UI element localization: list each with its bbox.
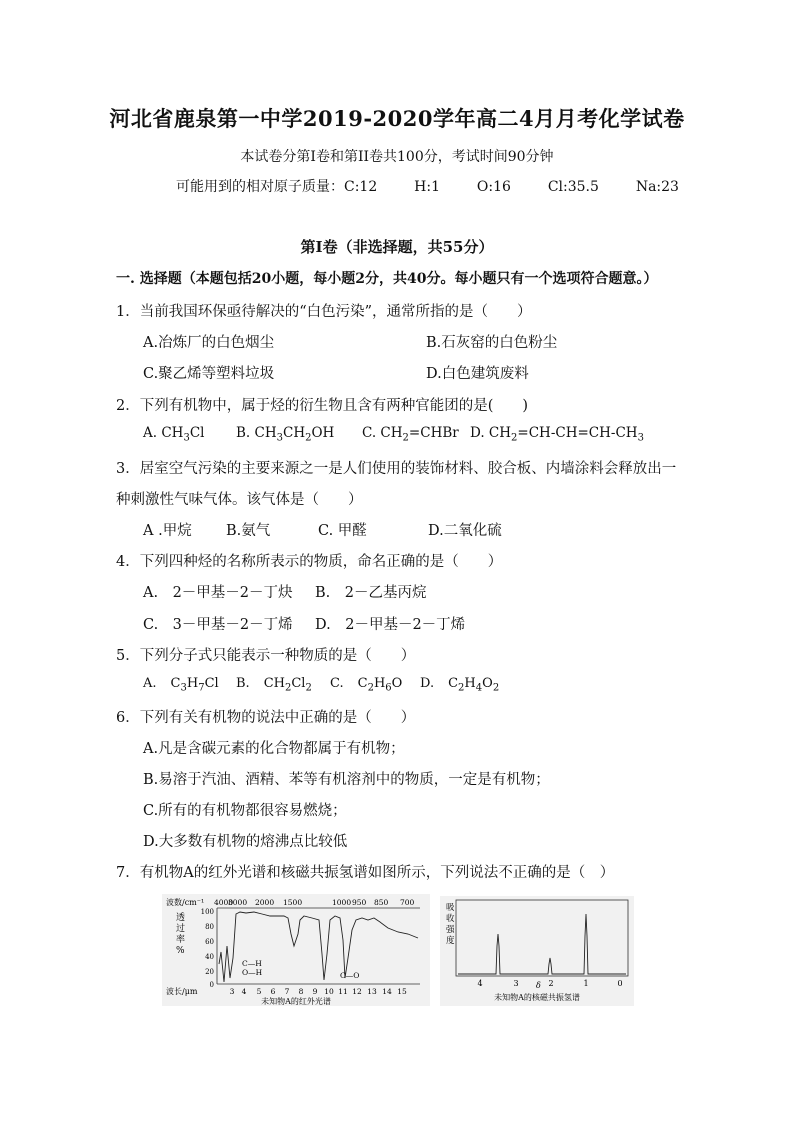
q5-option-c: C. $C_2H_6O$: [330, 676, 403, 694]
q2-stem: 2．下列有机物中，属于烃的衍生物且含有两种官能团的是( ): [116, 398, 529, 414]
q3-stem-line1: 3．居室空气污染的主要来源之一是人们使用的装饰材料、胶合板、内墙涂料会释放出一: [116, 461, 677, 477]
ir-wavenumber-label: 波数/cm⁻¹: [166, 898, 205, 907]
q7-stem: 7．有机物A的红外光谱和核磁共振氢谱如图所示，下列说法不正确的是（ ）: [116, 865, 615, 881]
exam-info: 本试卷分第I卷和第II卷共100分，考试时间90分钟: [240, 149, 554, 165]
ir-x-tick-7: 7: [284, 987, 290, 996]
ir-wn-tick-3000: 3000: [228, 898, 248, 907]
q4-stem: 4．下列四种烃的名称所表示的物质，命名正确的是（ ）: [116, 554, 503, 570]
nmr-x-tick-2: 2: [548, 979, 554, 988]
nmr-x-tick-1: 1: [583, 979, 589, 988]
q6-option-a: A.凡是含碳元素的化合物都属于有机物；: [143, 741, 405, 757]
ir-wn-tick-700: 700: [400, 898, 415, 907]
nmr-spectrum-figure: [440, 896, 634, 1006]
ir-wn-tick-2000: 2000: [255, 898, 275, 907]
atomic-masses-label: 可能用到的相对原子质量：C:12: [176, 179, 378, 195]
q3-option-d: D.二氧化硫: [428, 523, 502, 539]
q1-option-a: A.冶炼厂的白色烟尘: [143, 335, 275, 351]
nmr-y-label: [446, 903, 455, 946]
ir-y-label-char-1: 透: [176, 913, 186, 923]
ir-x-tick-10: 10: [324, 987, 334, 996]
q5-stem: 5．下列分子式只能表示一种物质的是（ ）: [116, 648, 416, 664]
nmr-delta-label: δ: [536, 981, 541, 990]
ir-annot-oh: O—H: [242, 968, 263, 977]
nmr-x-tick-0: 0: [617, 979, 623, 988]
ir-annot-co: C—O: [340, 971, 360, 980]
ir-x-tick-8: 8: [298, 987, 304, 996]
q2-option-a: A. $CH_3Cl$: [143, 425, 205, 444]
ir-y-label-char-3: 率: [176, 935, 186, 945]
mass-cl: Cl:35.5: [547, 179, 599, 195]
ir-y-tick-0: 0: [209, 981, 214, 989]
ir-wn-tick-950: 950: [352, 898, 367, 907]
nmr-y-label-char-3: 强: [446, 925, 455, 935]
nmr-x-tick-3: 3: [513, 979, 519, 988]
q3-option-b: B.氨气: [226, 523, 271, 539]
ir-wn-tick-1500: 1500: [283, 898, 303, 907]
mass-na: Na:23: [635, 179, 679, 195]
q3-stem-line2: 种刺激性气味气体。该气体是（ ）: [116, 492, 363, 508]
q2-option-b: B. $CH_3CH_2OH$: [236, 425, 335, 444]
q6-stem: 6．下列有关有机物的说法中正确的是（ ）: [116, 710, 416, 726]
q1-stem: 1．当前我国环保亟待解决的“白色污染”，通常所指的是（ ）: [116, 304, 532, 320]
ir-y-label-char-4: %: [176, 946, 185, 956]
ir-wn-tick-850: 850: [374, 898, 389, 907]
ir-x-tick-13: 13: [367, 987, 377, 996]
ir-y-tick-20: 20: [205, 968, 214, 976]
q2-option-c: C. $CH_2=CHBr$: [362, 425, 459, 444]
q4-option-d: D. 2－甲基－2－丁烯: [315, 617, 466, 633]
part-heading: 一. 选择题（本题包括20小题，每小题2分，共40分。每小题只有一个选项符合题意。）: [116, 271, 658, 287]
q5-option-a: A. $C_3H_7Cl$: [143, 676, 219, 694]
ir-y-tick-100: 100: [200, 908, 214, 916]
q1-option-b: B.石灰窑的白色粉尘: [426, 335, 558, 351]
ir-x-tick-11: 11: [338, 987, 348, 996]
ir-spectrum-figure: [162, 894, 430, 1006]
page-title: 河北省鹿泉第一中学2019-2020学年高二4月月考化学试卷: [109, 106, 685, 131]
ir-caption: 未知物A的红外光谱: [261, 997, 331, 1006]
q1-option-c: C.聚乙烯等塑料垃圾: [143, 366, 275, 382]
atomic-masses: [176, 176, 679, 196]
q6-option-c: C.所有的有机物都很容易燃烧；: [143, 803, 347, 819]
ir-x-tick-14: 14: [382, 987, 392, 996]
q3-option-a: A .甲烷: [143, 523, 192, 539]
q4-option-c: C. 3－甲基－2－丁烯: [143, 617, 293, 633]
ir-y-label-char-2: 过: [176, 924, 186, 934]
ir-y-tick-80: 80: [205, 923, 214, 931]
ir-wn-tick-1000: 1000: [332, 898, 352, 907]
nmr-x-tick-4: 4: [477, 979, 483, 988]
q1-option-d: D.白色建筑废料: [426, 366, 529, 382]
ir-y-tick-60: 60: [205, 938, 214, 946]
q3-option-c: C. 甲醛: [318, 523, 367, 539]
nmr-y-label-char-1: 吸: [446, 903, 455, 913]
section-title: 第I卷（非选择题，共55分）: [300, 238, 494, 256]
ir-x-tick-5: 5: [256, 987, 262, 996]
q4-option-b: B. 2－乙基丙烷: [315, 585, 427, 601]
q5-option-d: D. $C_2H_4O_2$: [420, 676, 500, 694]
nmr-caption: 未知物A的核磁共振氢谱: [494, 993, 580, 1002]
ir-x-tick-15: 15: [397, 987, 407, 996]
ir-x-tick-9: 9: [312, 987, 318, 996]
ir-x-tick-3: 3: [229, 987, 235, 996]
ir-wn-tick-4000: 4000: [214, 898, 234, 907]
ir-wavelength-label: 波长/μm: [166, 987, 198, 996]
q5-option-b: B. $CH_2Cl_2$: [236, 676, 312, 694]
ir-x-tick-12: 12: [352, 987, 362, 996]
q2-option-d: D. $CH_2=CH-CH=CH-CH_3$: [470, 425, 644, 444]
ir-annot-ch: C—H: [242, 959, 262, 968]
q4-option-a: A. 2－甲基－2－丁炔: [143, 585, 293, 601]
mass-o: O:16: [476, 179, 511, 195]
mass-h: H:1: [414, 179, 440, 195]
ir-x-tick-6: 6: [270, 987, 276, 996]
ir-x-tick-4: 4: [241, 987, 247, 996]
q6-option-b: B.易溶于汽油、酒精、苯等有机溶剂中的物质，一定是有机物；: [143, 772, 550, 788]
nmr-y-label-char-4: 度: [446, 936, 455, 946]
nmr-y-label-char-2: 收: [446, 914, 455, 924]
ir-y-tick-40: 40: [205, 953, 214, 961]
q6-option-d: D.大多数有机物的熔沸点比较低: [143, 834, 348, 850]
